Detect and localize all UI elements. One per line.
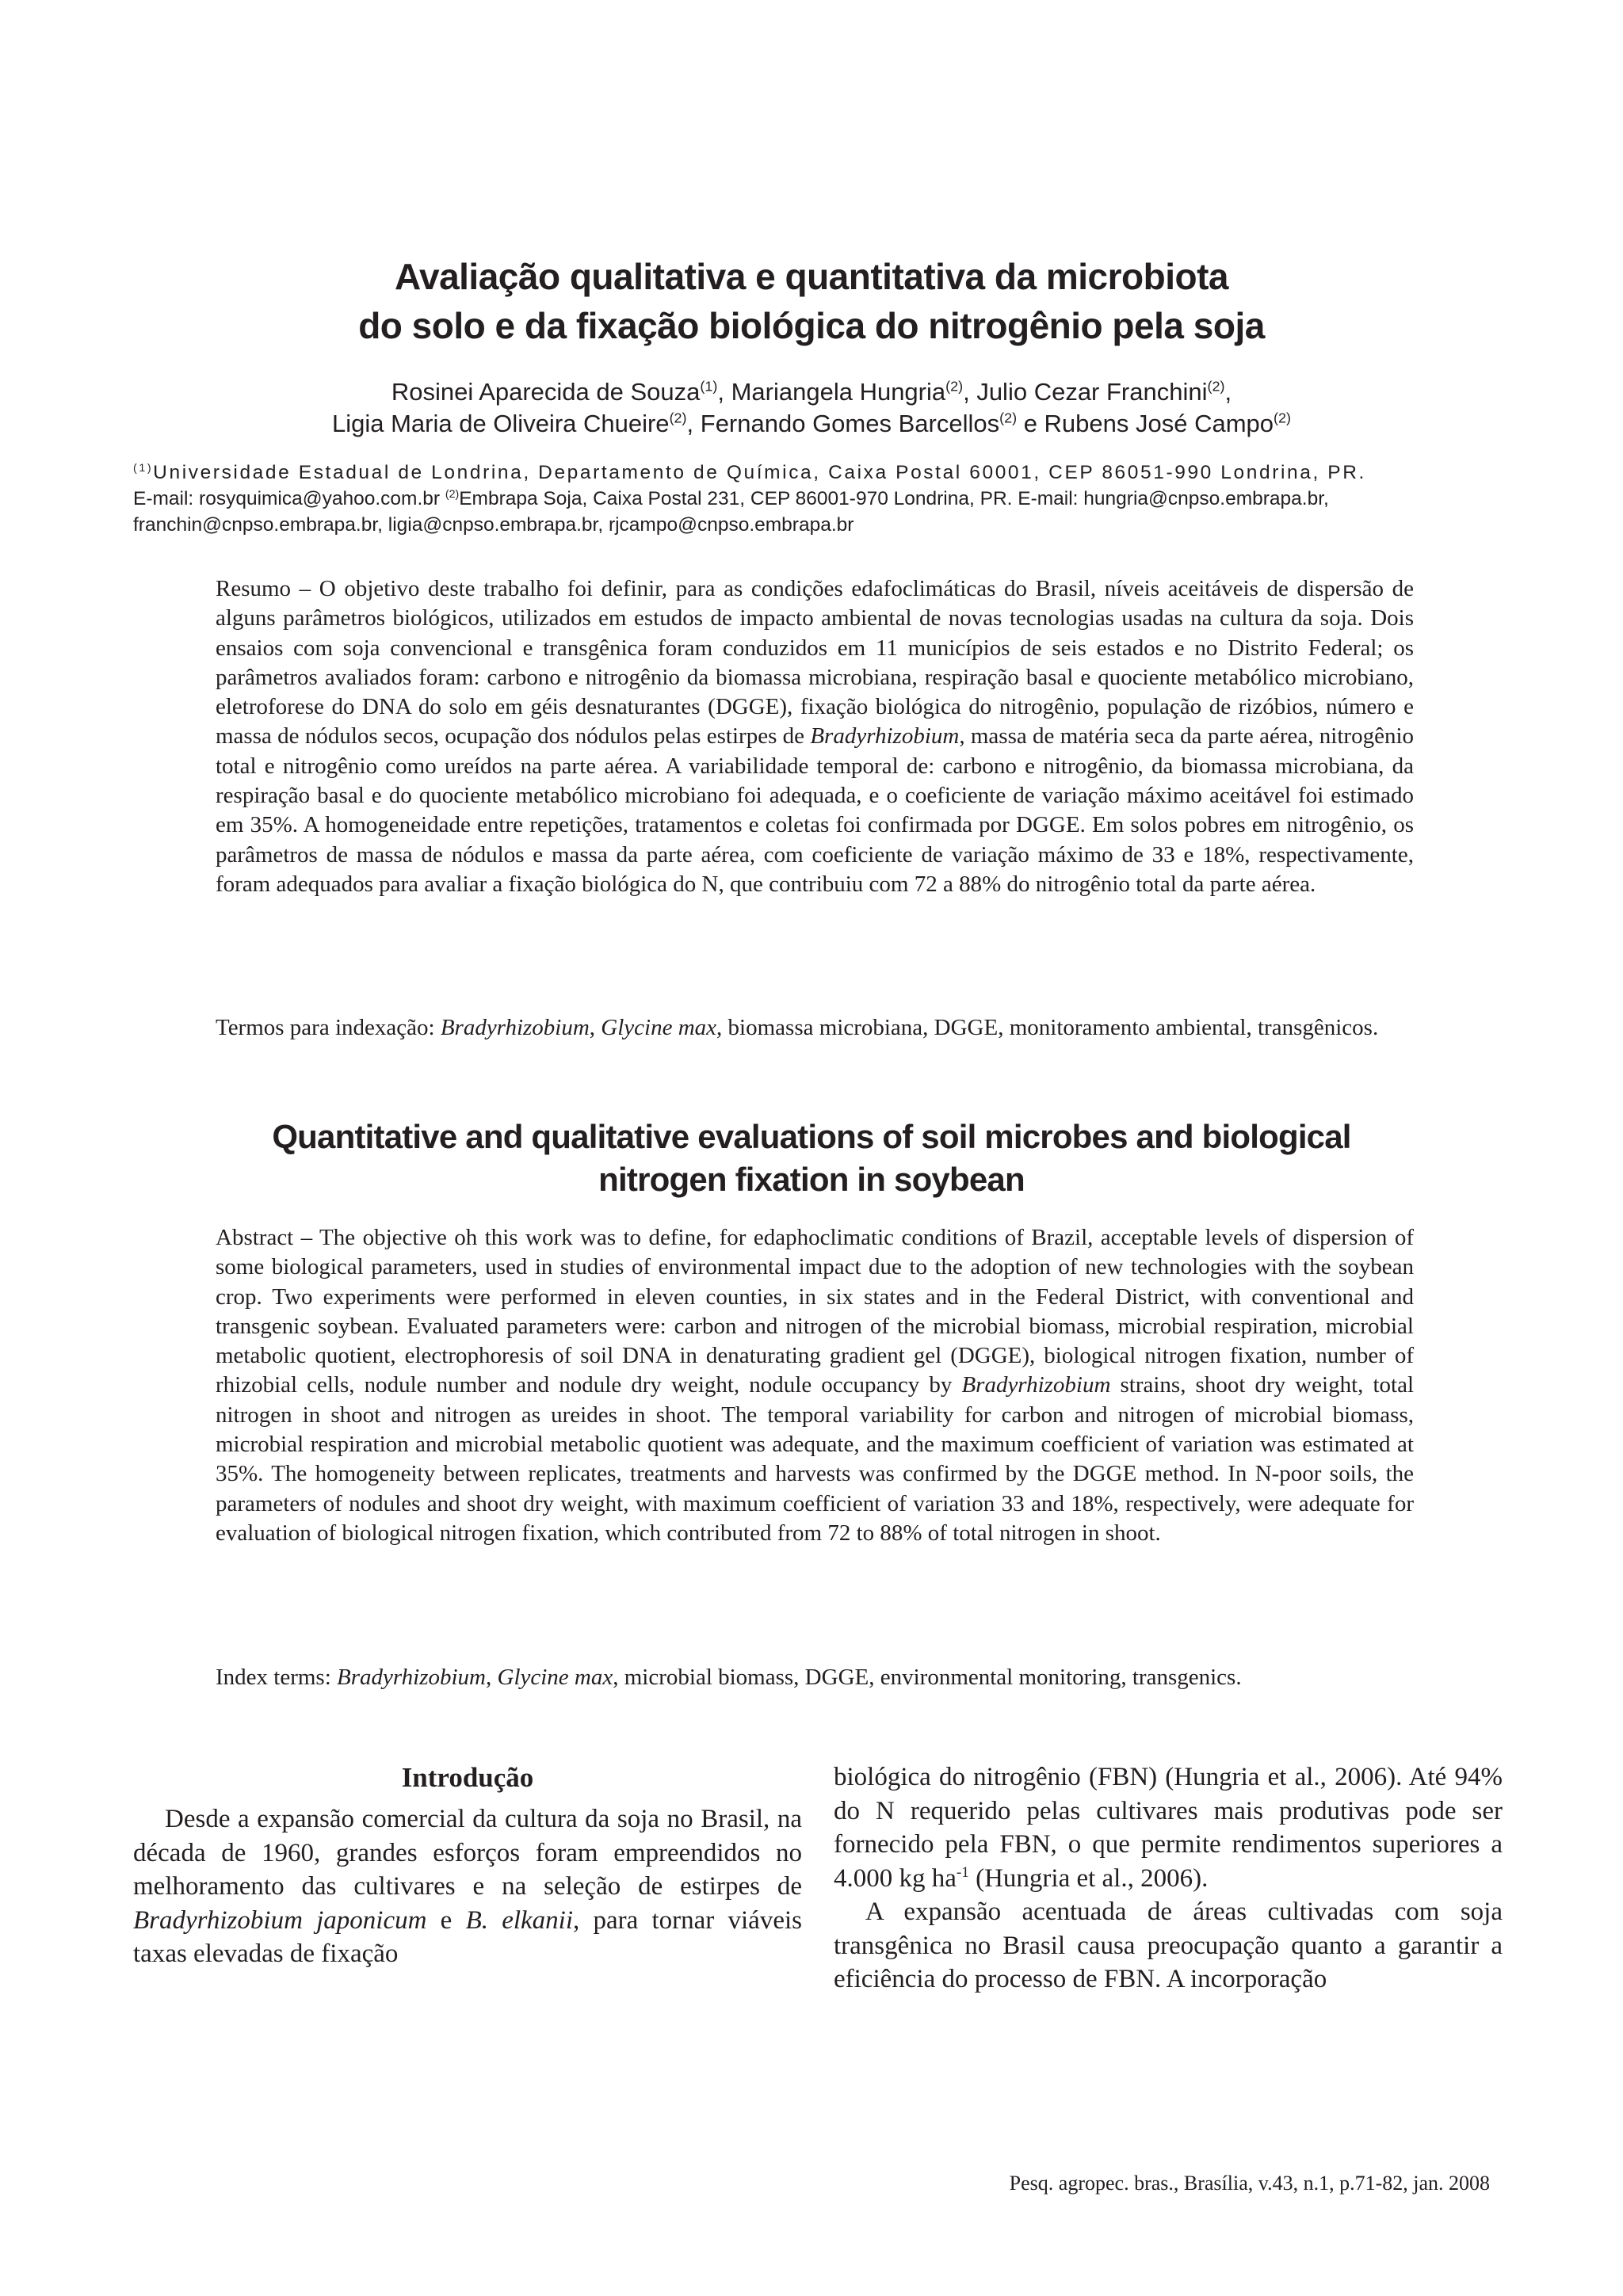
termos-separator: , xyxy=(589,1015,601,1040)
intro-paragraph xyxy=(133,1802,802,1971)
intro-text: , para tornar viáveis taxas elevadas de fixação xyxy=(133,1905,802,1968)
affiliation-text: Embrapa Soja, Caixa Postal 231, CEP 86001-970 Londrina, PR. E-mail: hungria@cnpso.embrapa.br, xyxy=(459,488,1329,509)
abstract-text: strains, shoot dry weight, total nitrogen in shoot and nitrogen as ureides in shoot. The temporal variability for carbon and nitrogen of microbial biomass, microbial respiration and microbial metabolic quotient was adequate, and the maximum coefficient of variation was estimated at 35%. The homogeneity between replicates, treatments and harvests was confirmed by the DGGE method. In N-poor soils, the parameters of nodules and shoot dry weight, with maximum coefficient of variation 33 and 18%, respectively, were adequate for evaluation of biological nitrogen fixation, which contributed from 72 to 88% of total nitrogen in shoot. xyxy=(216,1372,1415,1546)
english-title xyxy=(0,1116,1623,1201)
abstract-italic: Bradyrhizobium xyxy=(961,1372,1111,1398)
author-affiliation-mark: (2) xyxy=(945,378,964,395)
introduction-heading: Introdução xyxy=(401,1762,534,1793)
index-label: Index terms: xyxy=(216,1665,338,1690)
termos-term: Bradyrhizobium xyxy=(440,1015,590,1040)
affiliation-mark: (2) xyxy=(445,487,460,501)
author-separator: , xyxy=(1224,378,1232,406)
abstract-paragraph xyxy=(216,1223,1414,1548)
resumo-italic: Bradyrhizobium xyxy=(810,723,960,749)
english-title-line-2: nitrogen fixation in soybean xyxy=(598,1161,1025,1198)
email-text: E-mail: rosyquimica@yahoo.com.br xyxy=(133,488,445,509)
author-affiliation-mark: (2) xyxy=(999,410,1018,426)
author-list xyxy=(0,376,1623,440)
intro-column-left xyxy=(133,1760,802,1971)
author-name: e Rubens José Campo xyxy=(1017,410,1274,437)
affiliation-text: Universidade Estadual de Londrina, Departamento de Química, Caixa Postal 60001, CEP 86051-990 Londrina, PR. xyxy=(153,462,1366,483)
index-term: Bradyrhizobium xyxy=(337,1665,486,1690)
intro-text: e xyxy=(426,1905,466,1935)
author-name: Ligia Maria de Oliveira Chueire xyxy=(331,410,670,437)
resumo-text: Resumo – O objetivo deste trabalho foi definir, para as condições edafoclimáticas do Brasil, níveis aceitáveis de dispersão de alguns parâmetros biológicos, utilizados em estudos de impacto ambiental de novas tecnologias usadas na cultura da soja. Dois ensaios com soja convencional e transgênica foram conduzidos em 11 municípios de seis estados e no Distrito Federal; os parâmetros avaliados foram: carbono e nitrogênio da biomassa microbiana, respiração basal e quociente metabólico microbiano, eletroforese do DNA do solo em géis desnaturantes (DGGE), fixação biológica do nitrogênio, população de rizóbios, número e massa de nódulos secos, ocupação dos nódulos pelas estirpes de xyxy=(216,576,1414,749)
intro-italic: B. elkanii xyxy=(465,1905,573,1935)
resumo-text: , massa de matéria seca da parte aérea, nitrogênio total e nitrogênio como ureídos na parte aérea. A variabilidade temporal de: carbono e nitrogênio, da biomassa microbiana, da respiração basal e do quociente metabólico microbiano foi adequada, e o coeficiente de variação máximo aceitável foi estimado em 35%. A homogeneidade entre repetições, tratamentos e coletas foi confirmada por DGGE. Em solos pobres em nitrogênio, os parâmetros de massa de nódulos e massa da parte aérea, com coeficiente de variação máximo de 33 e 18%, respectivamente, foram adequados para avaliar a fixação biológica do N, que contribuiu com 72 a 88% do nitrogênio total da parte aérea. xyxy=(216,723,1415,897)
intro-column-right xyxy=(834,1760,1503,1997)
author-name: Rosinei Aparecida de Souza xyxy=(391,378,701,406)
resumo-paragraph xyxy=(216,574,1414,899)
intro-text: (Hungria et al., 2006). xyxy=(968,1863,1209,1893)
english-title-line-1: Quantitative and qualitative evaluations of soil microbes and biological xyxy=(272,1118,1351,1155)
author-name: , Mariangela Hungria xyxy=(717,378,946,406)
affiliation-line-1 xyxy=(133,460,1490,486)
termos-term: Glycine max xyxy=(601,1015,717,1040)
abstract-text: Abstract – The objective oh this work was to define, for edaphoclimatic conditions of Brazil, acceptable levels of dispersion of some biological parameters, used in studies of environmental impact due to the adoption of new technologies with the soybean crop. Two experiments were performed in eleven counties, in six states and in the Federal District, with conventional and transgenic soybean. Evaluated parameters were: carbon and nitrogen of the microbial biomass, microbial respiration, microbial metabolic quotient, electrophoresis of soil DNA in denaturating gradient gel (DGGE), biological nitrogen fixation, number of rhizobial cells, nodule number and nodule dry weight, nodule occupancy by xyxy=(216,1225,1414,1398)
index-separator: , xyxy=(486,1665,498,1690)
affiliation-mark: (1) xyxy=(133,461,154,475)
author-affiliation-mark: (2) xyxy=(1274,410,1292,426)
termos-label: Termos para indexação: xyxy=(216,1015,441,1040)
index-term: Glycine max xyxy=(497,1665,613,1690)
intro-italic: Bradyrhizobium japonicum xyxy=(133,1905,427,1935)
intro-paragraph: A expansão acentuada de áreas cultivadas com soja transgênica no Brasil causa preocupação quanto a garantir a eficiência do processo de FBN. A incorporação xyxy=(834,1897,1503,1993)
authors-line-2 xyxy=(0,408,1623,440)
affiliation-line-3: franchin@cnpso.embrapa.br, ligia@cnpso.embrapa.br, rjcampo@cnpso.embrapa.br xyxy=(133,514,854,536)
title-line-1: Avaliação qualitativa e quantitativa da microbiota xyxy=(394,256,1229,297)
author-affiliation-mark: (2) xyxy=(1207,378,1225,395)
unit-exponent: -1 xyxy=(956,1863,969,1881)
author-name: , Fernando Gomes Barcellos xyxy=(686,410,1000,437)
affiliation-line-2 xyxy=(133,486,1490,512)
index-rest: , microbial biomass, DGGE, environmental monitoring, transgenics. xyxy=(613,1665,1242,1690)
termos-indexacao xyxy=(216,1013,1414,1043)
index-terms xyxy=(216,1663,1414,1692)
intro-text: biológica do nitrogênio (FBN) (Hungria et al., 2006). Até 94% do N requerido pelas cultivares mais produtivas pode ser fornecido pela FBN, o que permite rendimentos superiores a 4.000 kg ha xyxy=(834,1763,1503,1893)
title-line-2: do solo e da fixação biológica do nitrogênio pela soja xyxy=(358,305,1265,346)
termos-rest: , biomassa microbiana, DGGE, monitoramento ambiental, transgênicos. xyxy=(716,1015,1379,1040)
authors-line-1 xyxy=(0,376,1623,408)
affiliations xyxy=(133,460,1490,538)
author-name: , Julio Cezar Franchini xyxy=(963,378,1208,406)
intro-text: Desde a expansão comercial da cultura da soja no Brasil, na década de 1960, grandes esforços foram empreendidos no melhoramento das cultivares e na seleção de estirpes de xyxy=(133,1805,802,1901)
article-title xyxy=(0,252,1623,350)
author-affiliation-mark: (2) xyxy=(669,410,687,426)
author-affiliation-mark: (1) xyxy=(700,378,718,395)
intro-paragraph-continued xyxy=(834,1760,1503,1895)
journal-citation-footer: Pesq. agropec. bras., Brasília, v.43, n.1, p.71-82, jan. 2008 xyxy=(1009,2172,1490,2195)
